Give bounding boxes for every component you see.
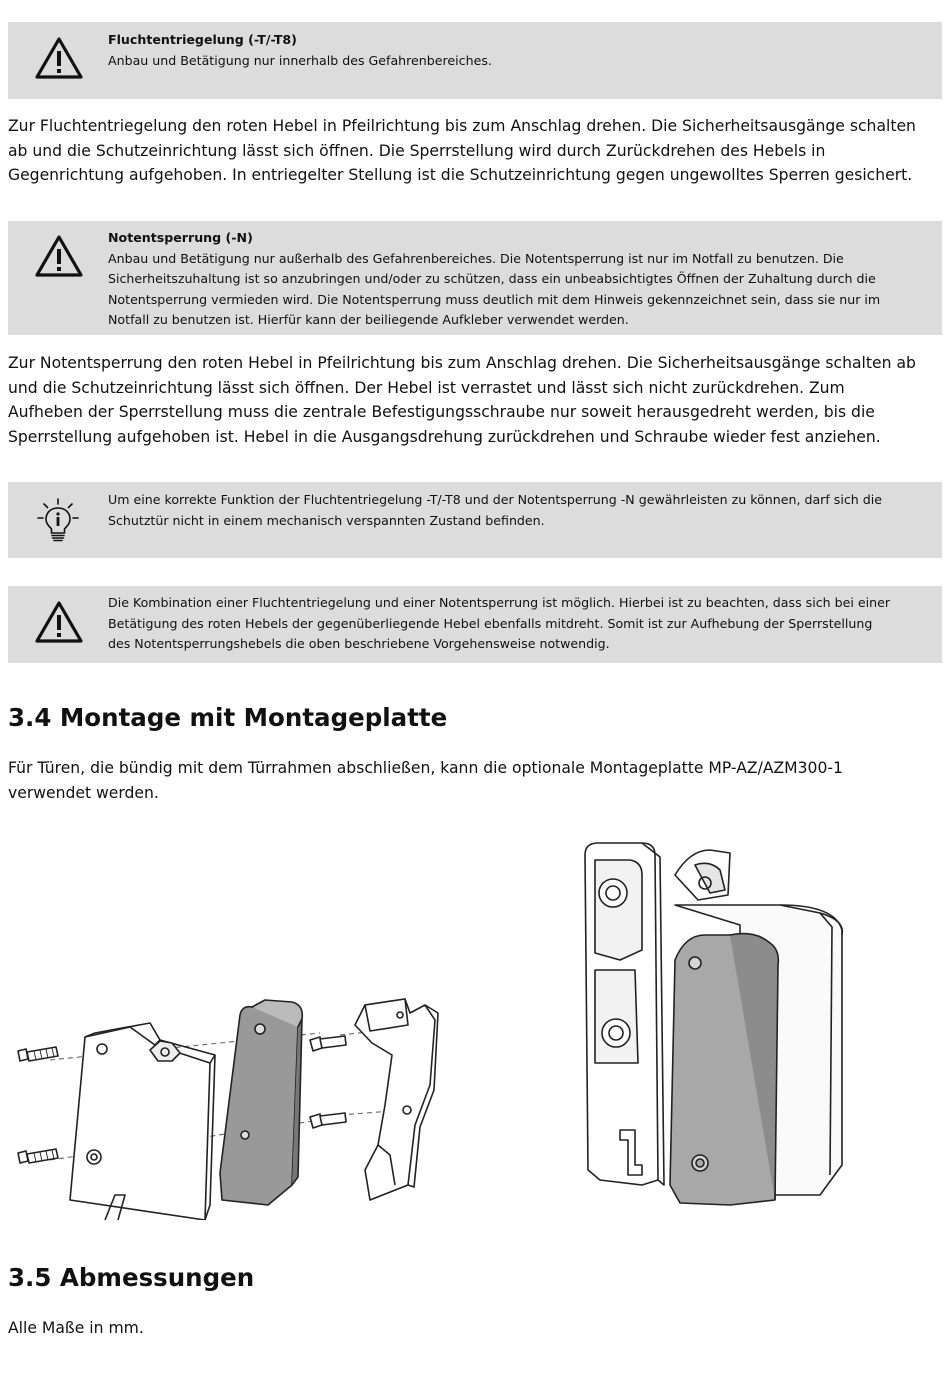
- warning-note-escape-release: [8, 22, 942, 99]
- paragraph-line: Gegenrichtung aufgehoben. In entriegelter Stellung ist die Schutzeinrichtung gegen ungewolltes Sperren gesichert.: [8, 166, 913, 185]
- paragraph-line: Für Türen, die bündig mit dem Türrahmen abschließen, kann die optionale Montageplatte MP-AZ/AZM300-1: [8, 759, 843, 777]
- section-heading-3-4: 3.4 Montage mit Montageplatte: [8, 703, 448, 732]
- paragraph-line: Aufheben der Sperrstellung muss die zentrale Befestigungsschraube nur soweit herausgedreht werden, bis die: [8, 403, 875, 422]
- warning-icon: [34, 234, 84, 278]
- note-text: Sicherheitszuhaltung ist so anzubringen und/oder zu schützen, dass ein unbeabsichtigtes Öffnen der Zuhaltung durch die: [108, 271, 876, 286]
- note-text: Notentsperrung vermieden wird. Die Notentsperrung muss deutlich mit dem Hinweis gekennzeichnet sein, dass sie nur im: [108, 291, 881, 307]
- warning-icon: [34, 600, 84, 644]
- note-text: Betätigung des roten Hebels der gegenüberliegende Hebel ebenfalls mitdreht. Somit ist zur Aufhebung der Sperrstellung: [108, 615, 873, 631]
- paragraph-line: und die Schutzeinrichtung lässt sich öffnen. Der Hebel ist verrastet und lässt sich nicht zurückdrehen. Zum: [8, 378, 845, 397]
- exploded-view-figure: [10, 995, 450, 1220]
- note-text: Die Kombination einer Fluchtentriegelung und einer Notentsperrung ist möglich. Hierbei ist zu beachten, dass sich bei einer: [108, 595, 890, 610]
- paragraph-line: Alle Maße in mm.: [8, 1319, 144, 1337]
- assembled-view-figure: [580, 835, 865, 1230]
- note-text: Anbau und Betätigung nur innerhalb des Gefahrenbereiches.: [108, 52, 492, 68]
- paragraph-dimensions-unit: [8, 1316, 944, 1341]
- paragraph-line: verwendet werden.: [8, 783, 159, 802]
- note-title: Notentsperrung (-N): [108, 230, 253, 245]
- paragraph-mounting-plate: [8, 756, 944, 805]
- paragraph-line: Zur Fluchtentriegelung den roten Hebel in Pfeilrichtung bis zum Anschlag drehen. Die Sicherheitsausgänge schalten: [8, 117, 916, 135]
- note-text: Schutztür nicht in einem mechanisch verspannten Zustand befinden.: [108, 512, 545, 528]
- note-text: Um eine korrekte Funktion der Fluchtentriegelung -T/-T8 und der Notentsperrung -N gewährleisten zu können, darf sich die: [108, 492, 883, 507]
- warning-note-emergency-release: [8, 221, 942, 335]
- warning-icon: [34, 36, 84, 80]
- warning-note-combination: [8, 586, 942, 663]
- note-text: Anbau und Betätigung nur außerhalb des Gefahrenbereiches. Die Notentsperrung ist nur im Notfall zu benutzen. Die: [108, 250, 844, 266]
- note-title: Fluchtentriegelung (-T/-T8): [108, 32, 297, 47]
- note-text: des Notentsperrungshebels die oben beschriebene Vorgehensweise notwendig.: [108, 636, 610, 651]
- paragraph-emergency-release: [8, 351, 944, 449]
- info-note-door-tension: [8, 482, 942, 558]
- paragraph-line: Sperrstellung aufgehoben ist. Hebel in die Ausgangsdrehung zurückdrehen und Schraube wieder fest anziehen.: [8, 427, 881, 446]
- paragraph-escape-release: [8, 114, 944, 188]
- section-heading-3-5: 3.5 Abmessungen: [8, 1263, 255, 1292]
- paragraph-line: ab und die Schutzeinrichtung lässt sich öffnen. Die Sperrstellung wird durch Zurückdrehen des Hebels in: [8, 141, 826, 160]
- note-text: Notfall zu benutzen ist. Hierfür kann der beiliegende Aufkleber verwendet werden.: [108, 312, 629, 327]
- paragraph-line: Zur Notentsperrung den roten Hebel in Pfeilrichtung bis zum Anschlag drehen. Die Sicherheitsausgänge schalten ab: [8, 354, 916, 372]
- info-lightbulb-icon: [36, 498, 80, 544]
